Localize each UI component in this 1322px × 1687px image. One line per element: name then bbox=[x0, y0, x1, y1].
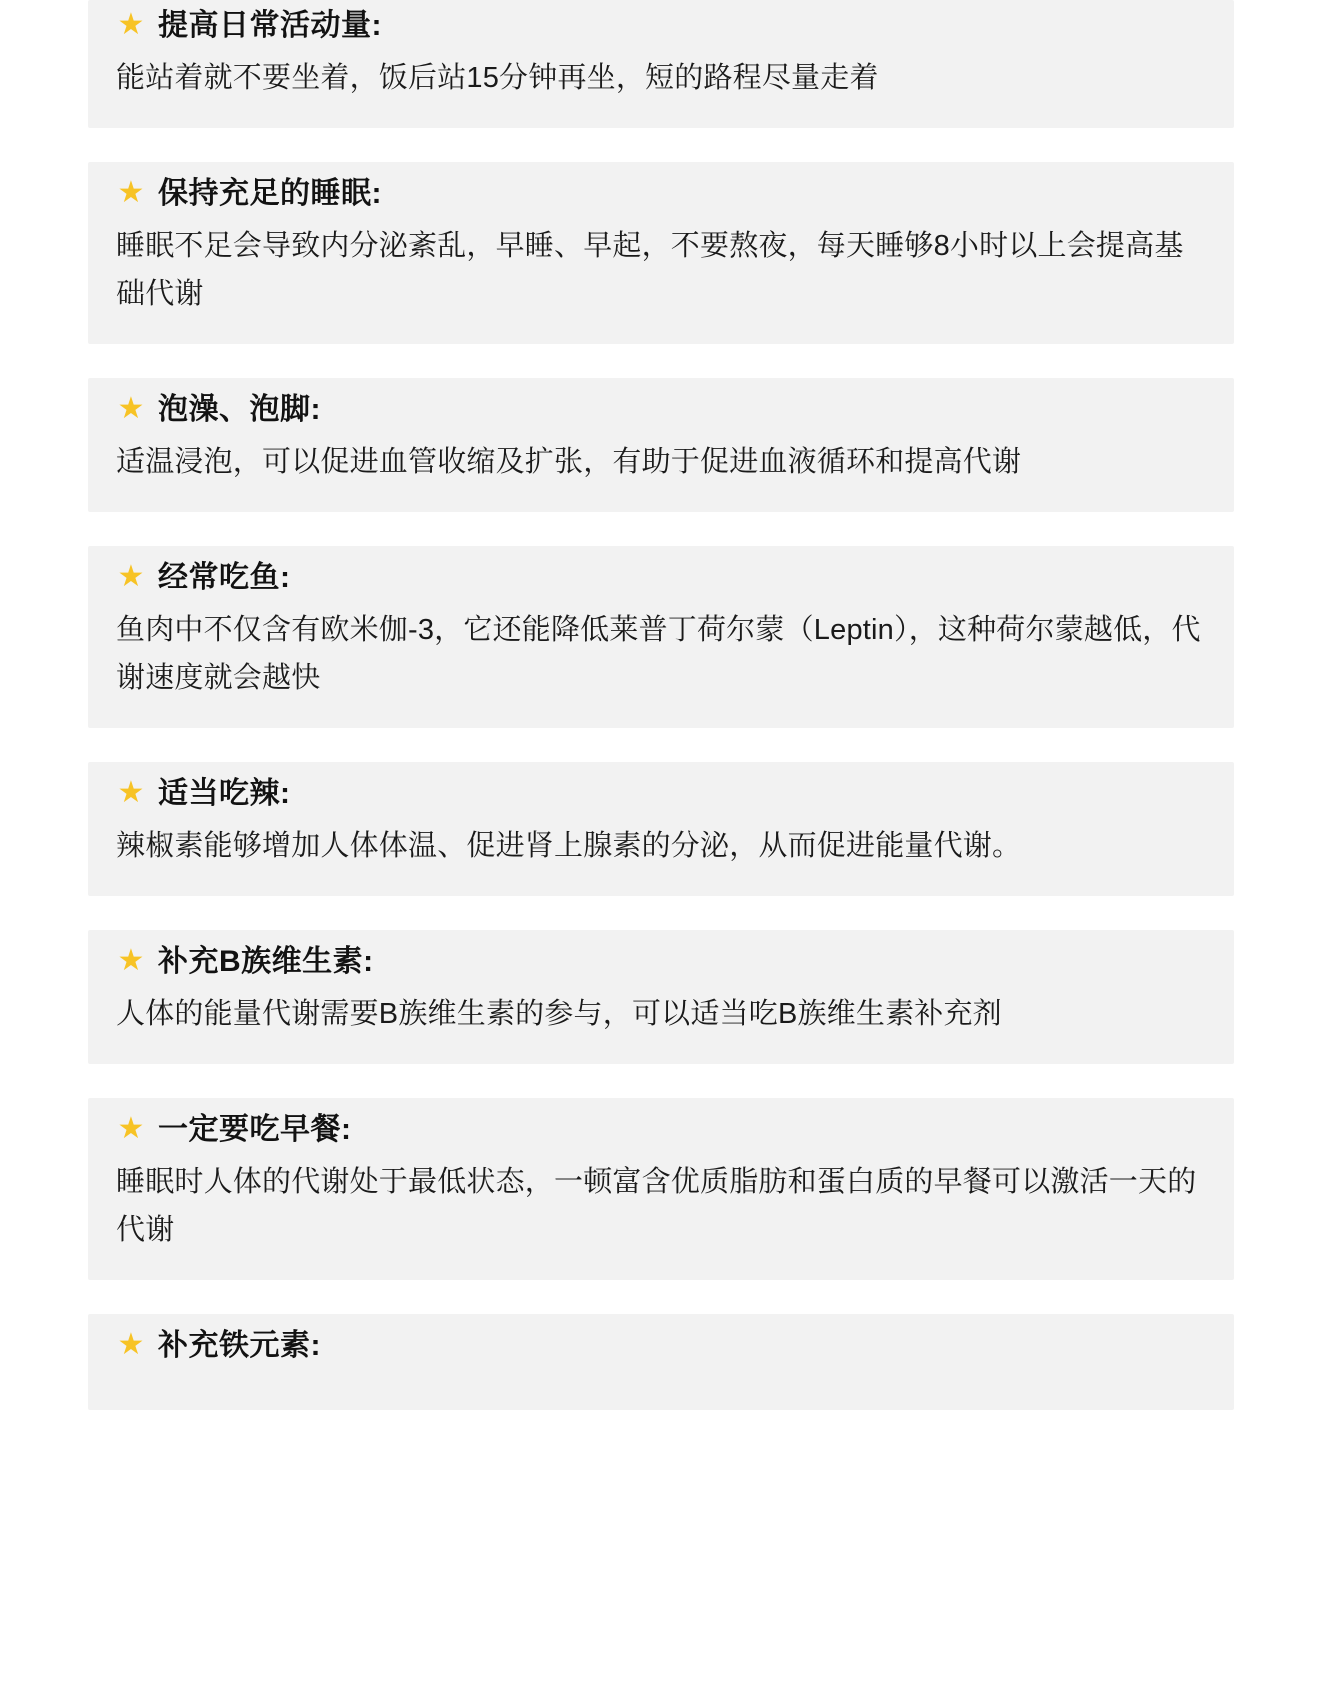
tip-body: 能站着就不要坐着，饭后站15分钟再坐，短的路程尽量走着 bbox=[116, 62, 879, 94]
tip-header bbox=[114, 776, 1208, 812]
tip-body: 鱼肉中不仅含有欧米伽-3，它还能降低莱普丁荷尔蒙（Leptin），这种荷尔蒙越低，代谢速度就会越快 bbox=[116, 614, 1201, 694]
tip-title: 补充铁元素: bbox=[158, 1329, 321, 1362]
list-item bbox=[88, 378, 1234, 512]
tip-body: 睡眠不足会导致内分泌紊乱，早睡、早起，不要熬夜，每天睡够8小时以上会提高基础代谢 bbox=[116, 230, 1184, 310]
star-icon: ★ bbox=[117, 776, 145, 809]
list-item bbox=[88, 162, 1234, 344]
list-item bbox=[88, 1314, 1234, 1410]
tip-title: 一定要吃早餐: bbox=[158, 1113, 352, 1146]
tip-title: 保持充足的睡眠: bbox=[158, 177, 382, 210]
star-icon: ★ bbox=[117, 1112, 145, 1145]
tip-title: 补充B族维生素: bbox=[158, 945, 374, 978]
star-icon: ★ bbox=[117, 392, 145, 425]
list-item bbox=[88, 762, 1234, 896]
tip-header bbox=[114, 944, 1208, 980]
tip-header bbox=[114, 176, 1208, 212]
list-item bbox=[88, 0, 1234, 128]
tip-body: 辣椒素能够增加人体体温、促进肾上腺素的分泌，从而促进能量代谢。 bbox=[116, 830, 1022, 862]
star-icon: ★ bbox=[117, 1328, 145, 1361]
tip-header bbox=[114, 1112, 1208, 1148]
tip-title: 泡澡、泡脚: bbox=[158, 393, 321, 426]
list-item bbox=[88, 1098, 1234, 1280]
tip-body: 适温浸泡，可以促进血管收缩及扩张，有助于促进血液循环和提高代谢 bbox=[116, 446, 1022, 478]
tip-title: 提高日常活动量: bbox=[158, 9, 382, 42]
tip-body: 人体的能量代谢需要B族维生素的参与，可以适当吃B族维生素补充剂 bbox=[116, 998, 1002, 1030]
star-icon: ★ bbox=[117, 8, 145, 41]
tip-title: 适当吃辣: bbox=[158, 777, 291, 810]
tip-header bbox=[114, 392, 1208, 428]
tip-header bbox=[114, 560, 1208, 596]
star-icon: ★ bbox=[117, 560, 145, 593]
star-icon: ★ bbox=[117, 176, 145, 209]
star-icon: ★ bbox=[117, 944, 145, 977]
list-item bbox=[88, 546, 1234, 728]
list-item bbox=[88, 930, 1234, 1064]
tip-title: 经常吃鱼: bbox=[158, 561, 291, 594]
card-bottom-spacer bbox=[114, 1374, 1208, 1384]
tip-header bbox=[114, 8, 1208, 44]
tip-body: 睡眠时人体的代谢处于最低状态，一顿富含优质脂肪和蛋白质的早餐可以激活一天的代谢 bbox=[116, 1166, 1197, 1246]
tip-header bbox=[114, 1328, 1208, 1364]
